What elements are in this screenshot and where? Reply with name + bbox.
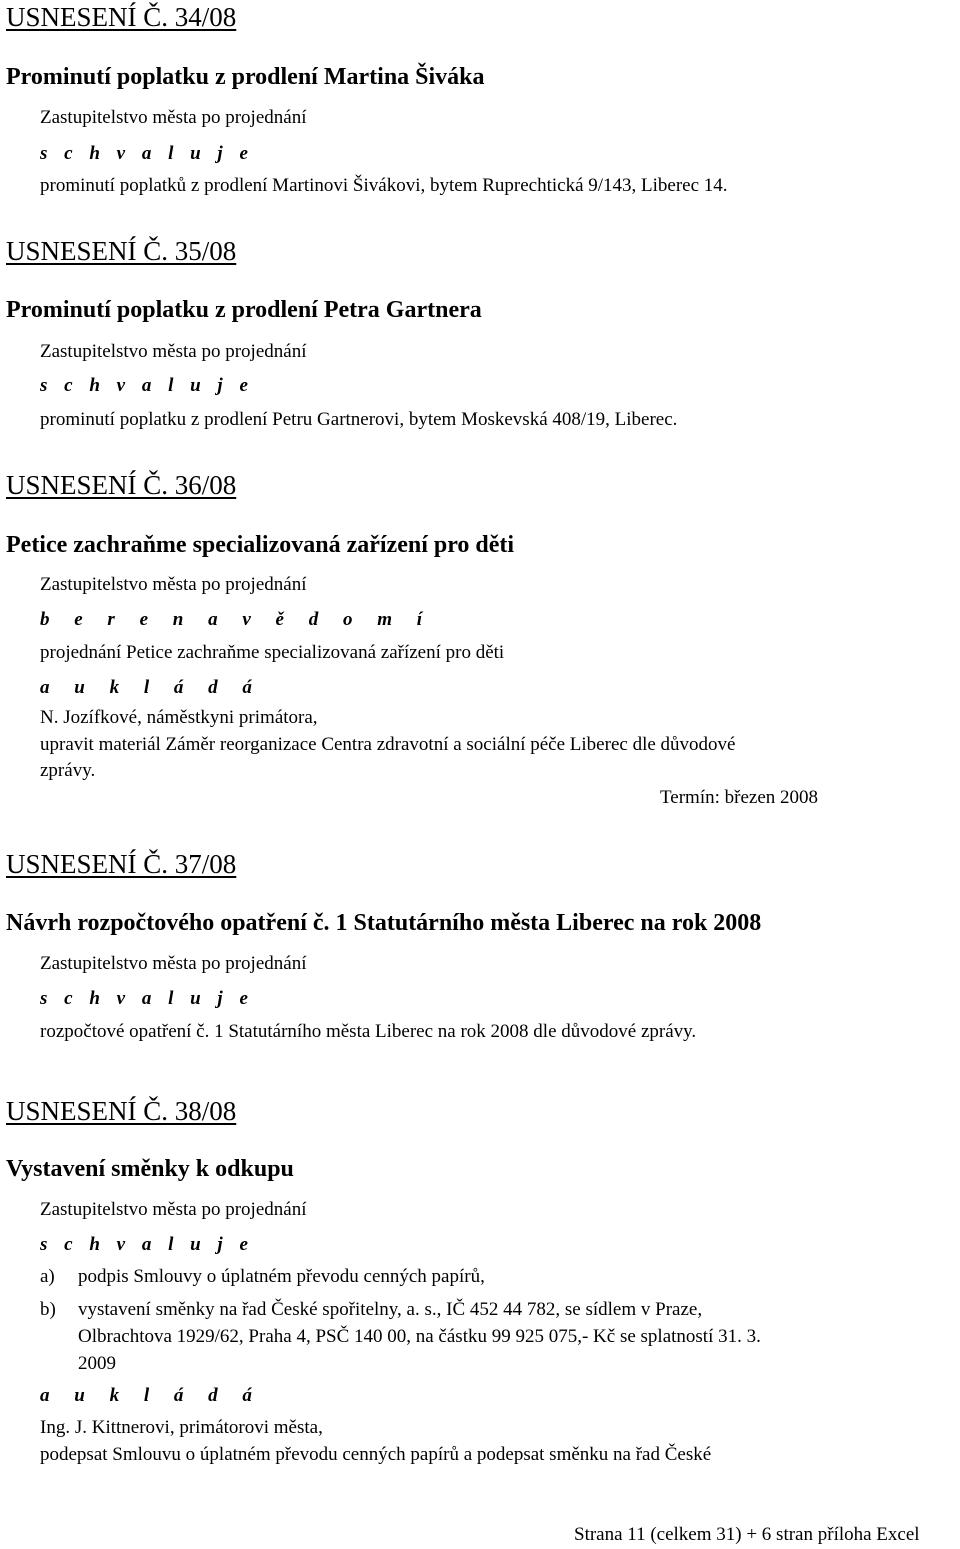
resolution-36-deadline: Termín: březen 2008 [660,787,819,808]
resolution-34-title: Prominutí poplatku z prodlení Martina Šiváka [6,64,485,90]
resolution-38-person: Ing. J. Kittnerovi, primátorovi města, [40,1417,323,1438]
resolution-36-heading: USNESENÍ Č. 36/08 [6,470,237,500]
resolution-35-intro: Zastupitelstvo města po projednání [40,341,307,362]
resolution-38-title: Vystavení směnky k odkupu [6,1156,294,1182]
resolution-37-text: rozpočtové opatření č. 1 Statutárního města Liberec na rok 2008 dle důvodové zprávy. [40,1021,697,1042]
resolution-37-title: Návrh rozpočtového opatření č. 1 Statutárního města Liberec na rok 2008 [6,910,762,936]
resolution-34-heading: USNESENÍ Č. 34/08 [6,2,237,32]
resolution-34-verb: s c h v a l u j e [40,143,254,164]
resolution-38-verb: s c h v a l u j e [40,1234,254,1255]
resolution-34-text: prominutí poplatků z prodlení Martinovi Šivákovi, bytem Ruprechtická 9/143, Liberec 14. [40,175,728,196]
resolution-38-item-a-text: podpis Smlouvy o úplatném převodu cenných papírů, [78,1266,485,1287]
resolution-36-task-line2: zprávy. [40,760,96,781]
resolution-35-title: Prominutí poplatku z prodlení Petra Gartnera [6,297,482,323]
resolution-38-heading: USNESENÍ Č. 38/08 [6,1096,237,1126]
resolution-38-verb-task: a u k l á d á [40,1385,262,1406]
resolution-36-text: projednání Petice zachraňme specializovaná zařízení pro děti [40,642,505,663]
resolution-38-item-b-line1: vystavení směnky na řad České spořitelny, a. s., IČ 452 44 782, se sídlem v Praze, [78,1299,703,1320]
resolution-35-verb: s c h v a l u j e [40,375,254,396]
page-footer: Strana 11 (celkem 31) + 6 stran příloha Excel [574,1524,920,1545]
resolution-36-verb-note: b e r e n a v ě d o m í [40,609,433,630]
resolution-37-heading: USNESENÍ Č. 37/08 [6,849,237,879]
resolution-36-verb-task: a u k l á d á [40,677,262,698]
resolution-38-item-a-label: a) [40,1266,55,1287]
resolution-36-title: Petice zachraňme specializovaná zařízení pro děti [6,532,515,558]
resolution-37-verb: s c h v a l u j e [40,988,254,1009]
resolution-38-item-b-line2: Olbrachtova 1929/62, Praha 4, PSČ 140 00, na částku 99 925 075,- Kč se splatností 31. 3. [78,1326,761,1347]
resolution-38-task-line1: podepsat Smlouvu o úplatném převodu cenných papírů a podepsat směnku na řad České [40,1444,712,1465]
resolution-35-heading: USNESENÍ Č. 35/08 [6,236,237,266]
resolution-38-item-b-line3: 2009 [78,1353,116,1374]
resolution-34-intro: Zastupitelstvo města po projednání [40,107,307,128]
resolution-36-task-line1: upravit materiál Záměr reorganizace Centra zdravotní a sociální péče Liberec dle důvodové [40,734,736,755]
resolution-38-item-b-label: b) [40,1299,56,1320]
resolution-38-intro: Zastupitelstvo města po projednání [40,1199,307,1220]
resolution-36-intro: Zastupitelstvo města po projednání [40,574,307,595]
resolution-36-person: N. Jozífkové, náměstkyni primátora, [40,707,318,728]
resolution-37-intro: Zastupitelstvo města po projednání [40,953,307,974]
resolution-35-text: prominutí poplatku z prodlení Petru Gartnerovi, bytem Moskevská 408/19, Liberec. [40,409,678,430]
